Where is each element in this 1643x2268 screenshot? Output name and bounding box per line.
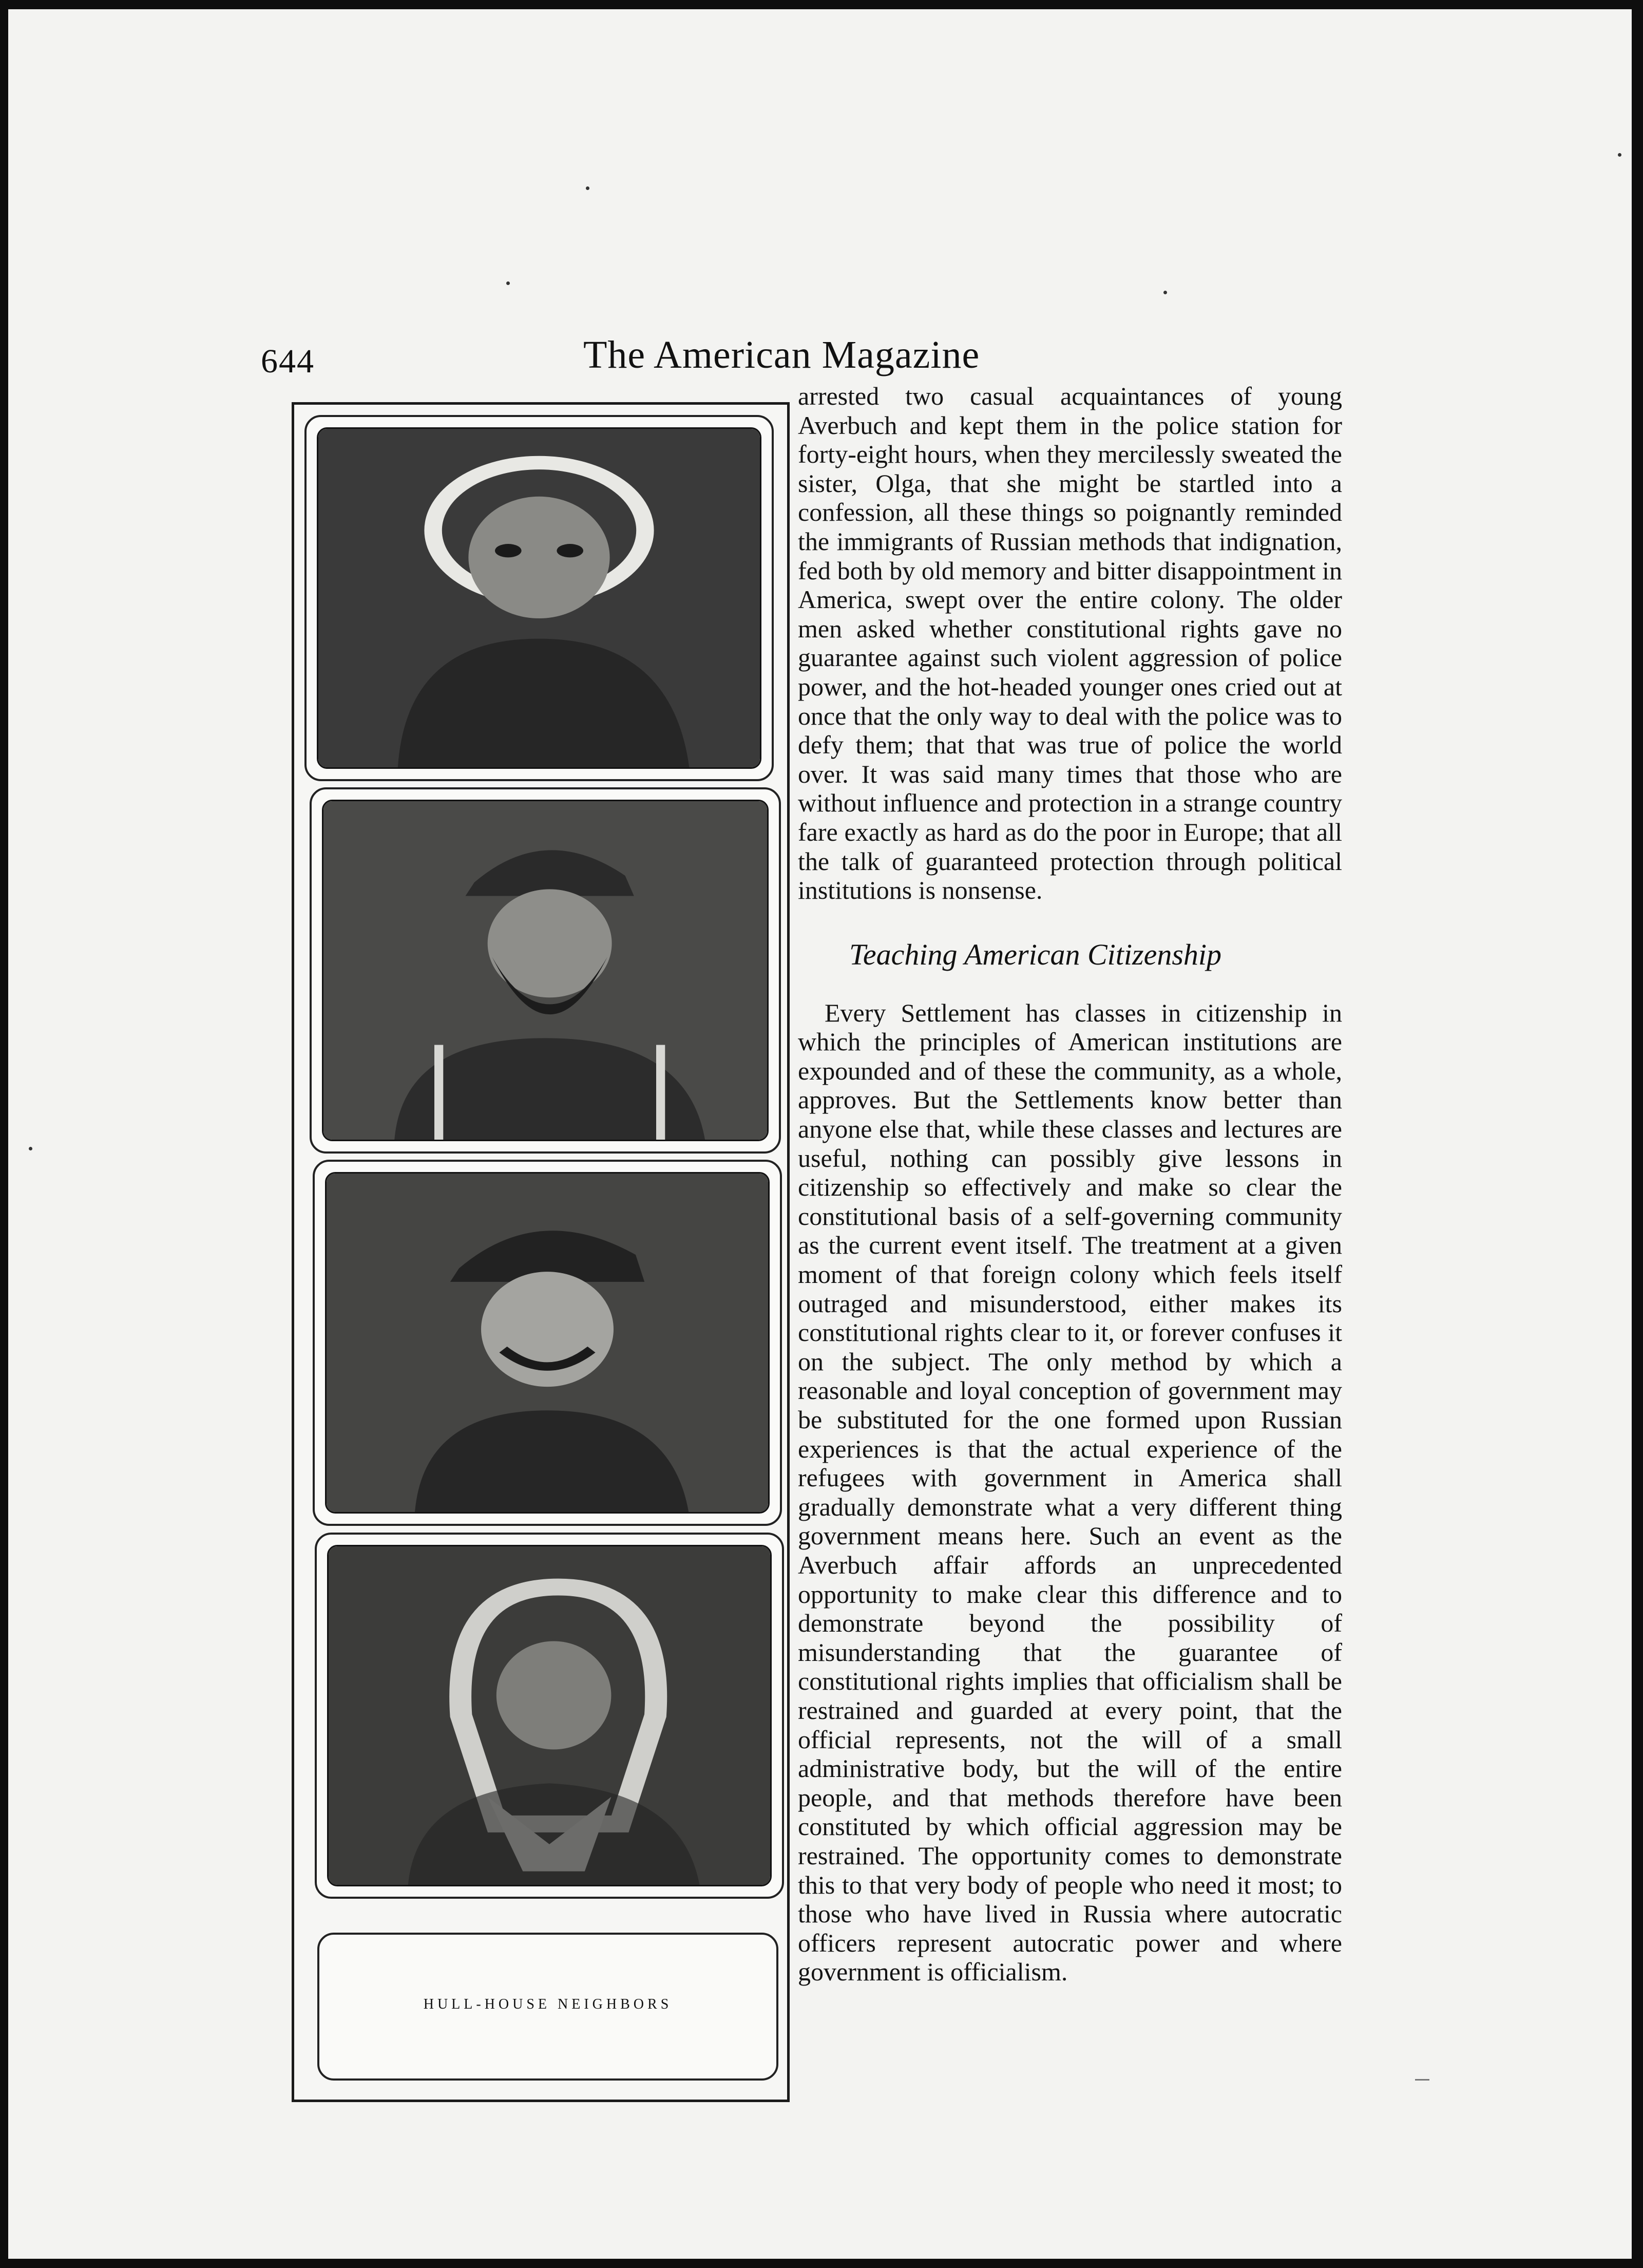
plate-caption: HULL-HOUSE NEIGHBORS <box>423 1996 673 2012</box>
dust-speck <box>506 281 510 285</box>
photo-frame-4 <box>315 1533 784 1899</box>
portrait-photo-woman-headscarf <box>327 1545 772 1886</box>
article-paragraph: arrested two casual acquaintances of young Averbuch and kept them in the police station for forty-eight hours, when they mercilessly sweated the sister, Olga, that she might be startled into a confession, all these things so poignantly reminded the immigrants of Russian methods that indignation, fed both by old memory and bitter disappointment in America, swept over the entire colony. The older men asked whether constitutional rights gave no guarantee against such violent aggression of police power, and the hot-headed younger ones cried out at once that the only way to deal with the police was to defy them; that that was true of police the world over. It was said many times that those who are without influence and protection in a strange country fare exactly as hard as do the poor in Europe; that all the talk of guaranteed protection through political institutions is nonsense. <box>798 382 1342 905</box>
portrait-photo-bearded-man <box>322 800 769 1141</box>
dust-speck <box>1163 291 1167 294</box>
article-column <box>798 382 1342 1987</box>
caption-frame <box>317 1933 778 2081</box>
page-header <box>255 328 1348 389</box>
portrait-photo-girl <box>317 427 761 769</box>
section-heading: Teaching American Citizenship <box>849 937 1221 971</box>
dust-speck <box>29 1147 32 1150</box>
photo-frame-3 <box>313 1160 782 1526</box>
article-paragraph: Every Settlement has classes in citizenship in which the principles of American institutions are expounded and of these the community, as a whole, approves. But the Settlements know better than anyone else that, while these classes and lectures are useful, nothing can possibly give lessons in citizenship so effectively and make so clear the constitutional basis of a self-governing community as the current event itself. The treatment at a given moment of that foreign colony which feels itself outraged and misunderstood, either makes its constitutional rights clear to it, or forever confuses it on the subject. The only method by which a reasonable and loyal conception of government may be substituted for the one formed upon Russian experiences is that the actual experience of the refugees with government in America shall gradually demonstrate what a very different thing government means here. Such an event as the Averbuch affair affords an unprecedented opportunity to make clear this difference and to demonstrate beyond the possibility of misunderstanding that the guarantee of constitutional rights implies that officialism shall be restrained and guarded at every point, that the official represents, not the will of a small administrative body, but the will of the entire people, and that methods therefore have been constituted by which official aggression may be restrained. The opportunity comes to demonstrate this to that very body of people who need it most; to those who have lived in Russia where autocratic officers represent autocratic power and where government is officialism. <box>798 998 1342 1987</box>
dust-speck <box>586 186 589 190</box>
dust-mark <box>1415 2079 1429 2081</box>
photo-plate <box>292 402 790 2102</box>
portrait-photo-smiling-boy <box>325 1172 770 1514</box>
photo-frame-1 <box>304 415 774 781</box>
magazine-page <box>8 9 1632 2259</box>
photo-frame-2 <box>310 787 781 1154</box>
running-head: The American Magazine <box>583 333 980 376</box>
dust-speck <box>1618 153 1621 157</box>
page-number: 644 <box>261 343 315 380</box>
